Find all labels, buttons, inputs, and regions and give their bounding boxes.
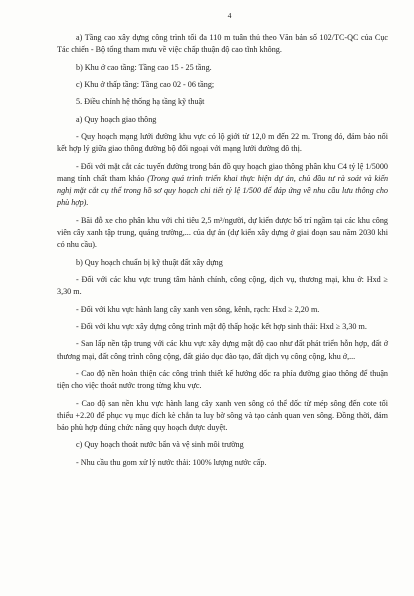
paragraph-building-height-limit: a) Tầng cao xây dựng công trình tối đa 110 m tuân thủ theo Văn bản số 102/TC-QC của Cục Tác chiến - Bộ tổng tham mưu về việc chấp thuận độ cao tĩnh không. xyxy=(57,33,388,55)
cross-section-text: - Đối với mặt cắt các tuyến đường trong bản đồ quy hoạch giao thông phân khu C4 tỷ lệ 1/5000 mang tính chất tham khảo xyxy=(57,161,388,183)
paragraph-high-rise-zone: b) Khu ở cao tầng: Tầng cao 15 - 25 tầng. xyxy=(76,62,212,72)
document-body xyxy=(57,32,388,469)
section-heading-infrastructure: 5. Điều chỉnh hệ thống hạ tầng kỹ thuật xyxy=(76,97,205,107)
paragraph-riverbank-grading: - Cao độ san nền khu vực hành lang cây xanh ven sông có thể dốc từ mép sông đến cote tối thiểu +2.20 để phục vụ mục đích kè chắn ta luy bờ sông và tạo cảnh quan ven sông. Đồng thời, đảm bảo phù hợp đúng chức năng quy hoạch được duyệt. xyxy=(57,398,388,432)
paragraph-riverside-elevation: - Đối với khu vực hành lang cây xanh ven sông, kênh, rạch: Hxd ≥ 2,20 m. xyxy=(76,304,320,314)
cross-section-italic-note: (Trong quá trình triển khai thực hiện dự án, chủ đầu tư rà soát và kiến nghị mặt cắt cụ thể trong hồ sơ quy hoạch chi tiết tỷ lệ 1/500 để đáp ứng về nhu cầu lưu thông cho phù hợp). xyxy=(57,173,389,208)
subheading-wastewater: c) Quy hoạch thoát nước bẩn và vệ sinh môi trường xyxy=(76,440,244,450)
paragraph-low-density-elevation: - Đối với khu vực xây dựng công trình mật độ thấp hoặc kết hợp sinh thái: Hxd ≥ 3,30 m. xyxy=(76,321,367,331)
paragraph-road-network: - Quy hoạch mạng lưới đường khu vực có lộ giới từ 12,0 m đến 22 m. Trong đó, đảm bảo nối kết hợp lý giữa giao thông đường bộ đối ngoại với mạng lưới đường đô thị. xyxy=(57,132,388,154)
paragraph-finished-floor-slope: - Cao độ nền hoàn thiện các công trình thiết kế hướng dốc ra phía đường giao thông để thuận tiện cho việc thoát nước trong từng khu vực. xyxy=(57,368,388,391)
paragraph-road-cross-sections xyxy=(57,161,388,210)
paragraph-low-rise-zone: c) Khu ở thấp tầng: Tầng cao 02 - 06 tầng; xyxy=(76,79,215,89)
subheading-site-preparation: b) Quy hoạch chuẩn bị kỹ thuật đất xây dựng xyxy=(76,257,223,267)
paragraph-parking: - Bãi đỗ xe cho phân khu với chỉ tiêu 2,5 m²/người, dự kiến được bố trí ngầm tại các khu công viên cây xanh tập trung, quảng trường,... của dự án (dự kiến xây dựng ở giai đoạn sau năm 2030 khi có nhu cầu). xyxy=(57,215,388,250)
paragraph-land-leveling: - San lấp nền tập trung với các khu vực xây dựng mật độ cao như đất phát triển hỗn hợp, đất ở thương mại, đất công trình công cộng, đất giáo dục đào tạo, đất dịch vụ công cộng, khu ở,... xyxy=(57,339,388,361)
subheading-traffic-planning: a) Quy hoạch giao thông xyxy=(76,114,157,124)
paragraph-wastewater-demand: - Nhu cầu thu gom xử lý nước thải: 100% lượng nước cấp. xyxy=(76,457,267,467)
page-number: 4 xyxy=(227,11,232,20)
paragraph-center-elevation: - Đối với các khu vực trung tâm hành chính, công cộng, dịch vụ, thương mại, khu ở: Hxd ≥ 3,30 m. xyxy=(57,274,388,297)
